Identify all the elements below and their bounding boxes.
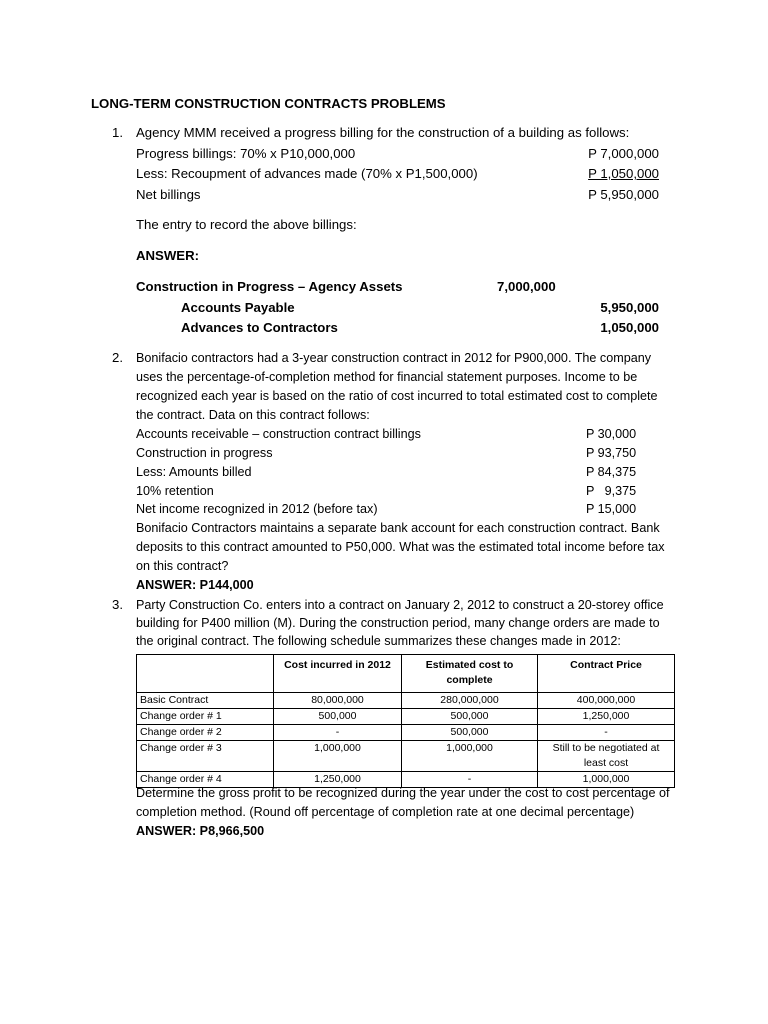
p2-row-label: Accounts receivable – construction contract billings xyxy=(136,427,421,441)
problem-2-text: on this contract? xyxy=(136,559,229,573)
p1-row-amount: P 5,950,000 xyxy=(588,187,659,202)
problem-2-text: recognized each year is based on the ratio of cost incurred to total estimated cost to complete xyxy=(136,389,658,403)
change-orders-table xyxy=(136,654,675,788)
p1-answer-label: ANSWER: xyxy=(136,248,200,263)
problem-2-number: 2. xyxy=(112,350,123,365)
p2-row-amount: P 9,375 xyxy=(586,484,637,498)
journal-credit-account: Accounts Payable xyxy=(181,300,295,315)
table-cell: Change order # 1 xyxy=(137,709,274,725)
problem-2-text: the contract. Data on this contract follows: xyxy=(136,408,370,422)
table-header-cell: Estimated cost to complete xyxy=(402,655,538,693)
table-cell: 1,250,000 xyxy=(538,709,675,725)
p1-question: The entry to record the above billings: xyxy=(136,217,357,232)
p2-row-label: Construction in progress xyxy=(136,446,273,460)
problem-3-text: building for P400 million (M). During the construction period, many change orders are made to xyxy=(136,616,660,630)
table-cell: Change order # 2 xyxy=(137,725,274,741)
table-cell: 500,000 xyxy=(274,709,402,725)
journal-credit-amount: 5,950,000 xyxy=(600,300,659,315)
problem-3-text: Party Construction Co. enters into a contract on January 2, 2012 to construct a 20-storey office xyxy=(136,598,664,612)
problem-3-text: the original contract. The following schedule summarizes these changes made in 2012: xyxy=(136,634,621,648)
table-cell: Change order # 3 xyxy=(137,741,274,772)
problem-2-text: Bonifacio Contractors maintains a separate bank account for each construction contract. Bank xyxy=(136,521,660,535)
p1-row-label: Less: Recoupment of advances made (70% x P1,500,000) xyxy=(136,166,478,181)
journal-debit-account: Construction in Progress – Agency Assets xyxy=(136,279,403,294)
table-cell: Change order # 4 xyxy=(137,772,274,788)
document-title: LONG-TERM CONSTRUCTION CONTRACTS PROBLEMS xyxy=(91,96,446,111)
p1-row-amount: P 1,050,000 xyxy=(588,166,659,181)
table-header-cell xyxy=(137,655,274,693)
p2-row-label: 10% retention xyxy=(136,484,214,498)
table-row xyxy=(137,741,675,772)
table-cell: 1,000,000 xyxy=(274,741,402,772)
table-cell: 80,000,000 xyxy=(274,693,402,709)
journal-credit-amount: 1,050,000 xyxy=(600,320,659,335)
p2-row-amount: P 15,000 xyxy=(586,502,637,516)
p2-row-amount: P 93,750 xyxy=(586,446,637,460)
problem-2-text: Bonifacio contractors had a 3-year construction contract in 2012 for P900,000. The company xyxy=(136,351,652,365)
table-header-row xyxy=(137,655,675,693)
table-header-cell: Cost incurred in 2012 xyxy=(274,655,402,693)
journal-debit-amount: 7,000,000 xyxy=(497,279,556,294)
table-cell: 500,000 xyxy=(402,709,538,725)
table-cell: 1,000,000 xyxy=(402,741,538,772)
table-row xyxy=(137,693,675,709)
problem-1-number: 1. xyxy=(112,125,123,140)
p1-row-amount: P 7,000,000 xyxy=(588,146,659,161)
table-cell: Still to be negotiated at least cost xyxy=(538,741,675,772)
p1-row-label: Net billings xyxy=(136,187,201,202)
table-cell: 1,000,000 xyxy=(538,772,675,788)
table-header-cell: Contract Price xyxy=(538,655,675,693)
table-row xyxy=(137,709,675,725)
table-cell: - xyxy=(538,725,675,741)
problem-3-text: Determine the gross profit to be recognized during the year under the cost to cost percentage of xyxy=(136,786,670,800)
problem-2-text: deposits to this contract amounted to P50,000. What was the estimated total income before tax xyxy=(136,540,665,554)
problem-1-intro: Agency MMM received a progress billing for the construction of a building as follows: xyxy=(136,125,630,140)
p3-answer: ANSWER: P8,966,500 xyxy=(136,824,265,838)
p2-row-label: Net income recognized in 2012 (before tax) xyxy=(136,502,378,516)
p2-row-amount: P 30,000 xyxy=(586,427,637,441)
p2-row-amount: P 84,375 xyxy=(586,465,637,479)
journal-credit-account: Advances to Contractors xyxy=(181,320,338,335)
table-cell: - xyxy=(402,772,538,788)
problem-3-text: completion method. (Round off percentage of completion rate at one decimal percentage) xyxy=(136,805,635,819)
table-cell: 280,000,000 xyxy=(402,693,538,709)
problem-2-text: uses the percentage-of-completion method for financial statement purposes. Income to be xyxy=(136,370,638,384)
table-row xyxy=(137,725,675,741)
table-cell: Basic Contract xyxy=(137,693,274,709)
table-cell: 500,000 xyxy=(402,725,538,741)
table-cell: 1,250,000 xyxy=(274,772,402,788)
p2-answer: ANSWER: P144,000 xyxy=(136,578,254,592)
p1-row-label: Progress billings: 70% x P10,000,000 xyxy=(136,146,356,161)
table-cell: 400,000,000 xyxy=(538,693,675,709)
table-cell: - xyxy=(274,725,402,741)
p2-row-label: Less: Amounts billed xyxy=(136,465,252,479)
problem-3-number: 3. xyxy=(112,597,123,612)
